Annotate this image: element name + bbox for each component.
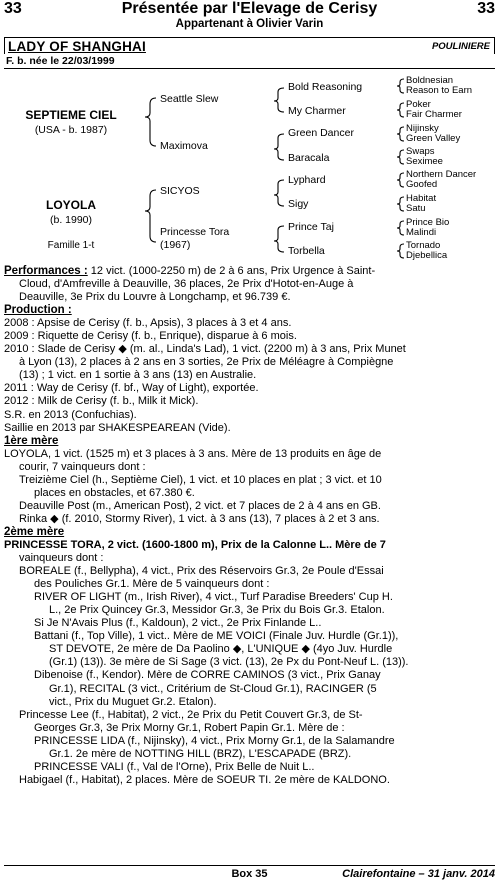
second-dam-line: BOREALE (f., Bellypha), 4 vict., Prix des Réservoirs Gr.3, 2e Poule d'Essai [19,565,384,578]
owner-line: Appartenant à Olivier Varin [175,18,324,30]
production-line: Saillie en 2013 par SHAKESPEAREAN (Vide). [4,421,231,434]
page-header [4,0,495,18]
sire-dam: Maximova [160,140,208,152]
lot-number-left: 33 [4,0,22,17]
catalogue-text [4,265,495,787]
g4-ancestor: Reason to Earn [406,85,473,96]
g4-ancestor: Boldnesian [406,75,454,86]
production-line: S.R. en 2013 (Confuchias). [4,408,137,421]
g4-ancestor: Satu [406,203,426,214]
g3-ancestor: Prince Taj [288,221,334,233]
production-line: 2010 : Slade de Cerisy ◆ (m. al., Linda's Lad), 1 vict. (2200 m) à 3 ans, Prix Munet [4,343,406,356]
g4-ancestor: Habitat [406,193,437,204]
second-dam-line: vict., Prix du Muguet Gr.2. Etalon). [49,695,217,708]
second-dam-line: L., 2e Prix Quincey Gr.3, Messidor Gr.3, 3e Prix du Bois Gr.3. Etalon. [49,604,385,617]
second-dam-line: (Gr.1) (13)). 3e mère de Si Sage (3 vict. (13), 2e Px du Pont-Neuf L. (13)). [49,656,409,669]
first-dam-line: places en obstacles, et 67.380 €. [34,486,195,499]
g4-ancestor: Prince Bio [406,217,450,228]
lot-number-right: 33 [477,0,495,17]
dam-name: LOYOLA [46,198,96,212]
g3-ancestor: My Charmer [288,105,346,117]
second-dam-heading: 2ème mère [4,525,65,538]
g4-ancestor: Djebellica [406,250,448,261]
g4-ancestor: Green Valley [406,133,461,144]
horse-birth: F. b. née le 22/03/1999 [6,55,115,67]
g3-ancestor: Green Dancer [288,127,354,139]
second-dam-line: vainqueurs dont : [19,552,104,565]
second-dam-line: Gr.1. 2e mère de NOTTING HILL (BRZ), L'ESCAPADE (BRZ). [49,747,352,760]
g3-ancestor: Sigy [288,198,309,210]
first-dam-line: courir, 7 vainqueurs dont : [19,460,146,473]
first-dam-line: Treizième Ciel (h., Septième Ciel), 1 vict. et 10 places en plat ; 3 vict. et 10 [19,473,382,486]
second-dam-line: Georges Gr.3, 3e Prix Morny Gr.1, Robert Papin Gr.1. Mère de : [34,721,345,734]
first-dam-line: Rinka ◆ (f. 2010, Stormy River), 1 vict. à 3 ans (13), 7 places à 2 et 3 ans. [19,512,380,525]
dam-sire: SICYOS [160,185,200,197]
second-dam-line: ST DEVOTE, 2e mère de Da Paolino ◆, L'UNIQUE ◆ (4yo Juv. Hurdle [49,643,393,656]
second-dam-line: RIVER OF LIGHT (m., Irish River), 4 vict., Turf Paradise Breeders' Cup H. [34,591,393,604]
g4-ancestor: Northern Dancer [406,169,477,180]
production-line: (13) ; 1 vict. en 1 sortie à 3 ans (13) en Australie. [19,369,257,382]
second-dam-line: des Pouliches Gr.1. Mère de 5 vainqueurs dont : [34,578,270,591]
second-dam-line: Battani (f., Top Ville), 1 vict.. Mère de ME VOICI (Finale Juv. Hurdle (Gr.1)), [34,630,399,643]
second-dam-line: PRINCESSE VALI (f., Val de l'Orne), Prix Belle de Nuit L.. [34,760,315,773]
production-line: à Lyon (13), 2 places à 2 ans en 3 sorties, 2e Prix de Méléagre à Compiègne [19,356,394,369]
first-dam-line: Deauville Post (m., American Post), 2 vict. et 7 places de 2 à 4 ans en GB. [19,499,381,512]
dam-info: (b. 1990) [49,214,93,226]
second-dam-line: Gr.1), RECITAL (3 vict., Critérium de St-Cloud Gr.1), RACINGER (5 [49,682,377,695]
g4-ancestor: Poker [406,99,431,110]
dam-dam: Princesse Tora [160,226,230,238]
g4-ancestor: Nijinsky [406,123,439,134]
g3-ancestor: Lyphard [288,174,326,186]
consignor-title: Présentée par l'Elevage de Cerisy [121,0,378,17]
sale-date: Clairefontaine – 31 janv. 2014 [342,868,495,880]
performances-text: 12 vict. (1000-2250 m) de 2 à 6 ans, Prix Urgence à Saint- [90,265,376,277]
performances-heading: Performances : [4,265,88,277]
production-line: 2011 : Way de Cerisy (f. bf., Way of Light), exportée. [4,382,259,395]
performances-text: Deauville, 3e Prix du Louvre à Longchamp, et 96.739 €. [19,291,291,304]
g3-ancestor: Baracala [288,152,330,164]
first-dam-line: LOYOLA, 1 vict. (1525 m) et 3 places à 3 ans. Mère de 13 produits en âge de [4,447,382,460]
horse-category: POULINIERE [431,41,490,52]
horse-name: LADY OF SHANGHAI [8,39,146,54]
g4-ancestor: Tornado [406,240,441,251]
second-dam-line: PRINCESSE TORA, 2 vict. (1600-1800 m), Prix de la Calonne L.. Mère de 7 [4,538,386,551]
g3-ancestor: Bold Reasoning [288,81,363,93]
first-dam-heading: 1ère mère [4,434,59,447]
sire-name: SEPTIEME CIEL [25,108,117,122]
production-line: 2012 : Milk de Cerisy (f. b., Milk it Mick). [4,395,199,408]
production-line: 2008 : Apsise de Cerisy (f. b., Apsis), 3 places à 3 et 4 ans. [4,317,292,330]
second-dam-line: Habigael (f., Habitat), 2 places. Mère de SOEUR TI. 2e mère de KALDONO. [19,773,390,786]
sire-info: (USA - b. 1987) [34,124,108,136]
divider [4,68,495,69]
horse-name-box [4,37,495,54]
performances-text: Cloud, d'Amfreville à Deauville, 36 places, 2e Prix d'Hotot-en-Auge à [19,278,354,291]
page-footer [4,865,495,881]
box-number: Box 35 [231,868,268,880]
production-heading: Production : [4,304,72,317]
pedigree [0,70,499,266]
second-dam-line: Si Je N'Avais Plus (f., Kaldoun), 2 vict., 2e Prix Finlande L.. [34,617,322,630]
second-dam-line: Dibenoise (f., Kendor). Mère de CORRE CAMINOS (3 vict., Prix Ganay [34,669,381,682]
g4-ancestor: Seximee [406,156,443,167]
g4-ancestor: Swaps [406,146,435,157]
g4-ancestor: Goofed [406,179,438,190]
family: Famille 1-t [47,240,95,251]
g4-ancestor: Malindi [406,227,437,238]
production-line: 2009 : Riquette de Cerisy (f. b., Enrique), disparue à 6 mois. [4,330,297,343]
dam-dam-year: (1967) [160,239,191,251]
second-dam-line: PRINCESSE LIDA (f., Nijinsky), 4 vict., Prix Morny Gr.1, de la Salamandre [34,734,395,747]
sire-sire: Seattle Slew [160,93,219,105]
g3-ancestor: Torbella [288,245,325,257]
g4-ancestor: Fair Charmer [406,109,462,120]
second-dam-line: Princesse Lee (f., Habitat), 2 vict., 2e Prix du Petit Couvert Gr.3, de St- [19,708,363,721]
